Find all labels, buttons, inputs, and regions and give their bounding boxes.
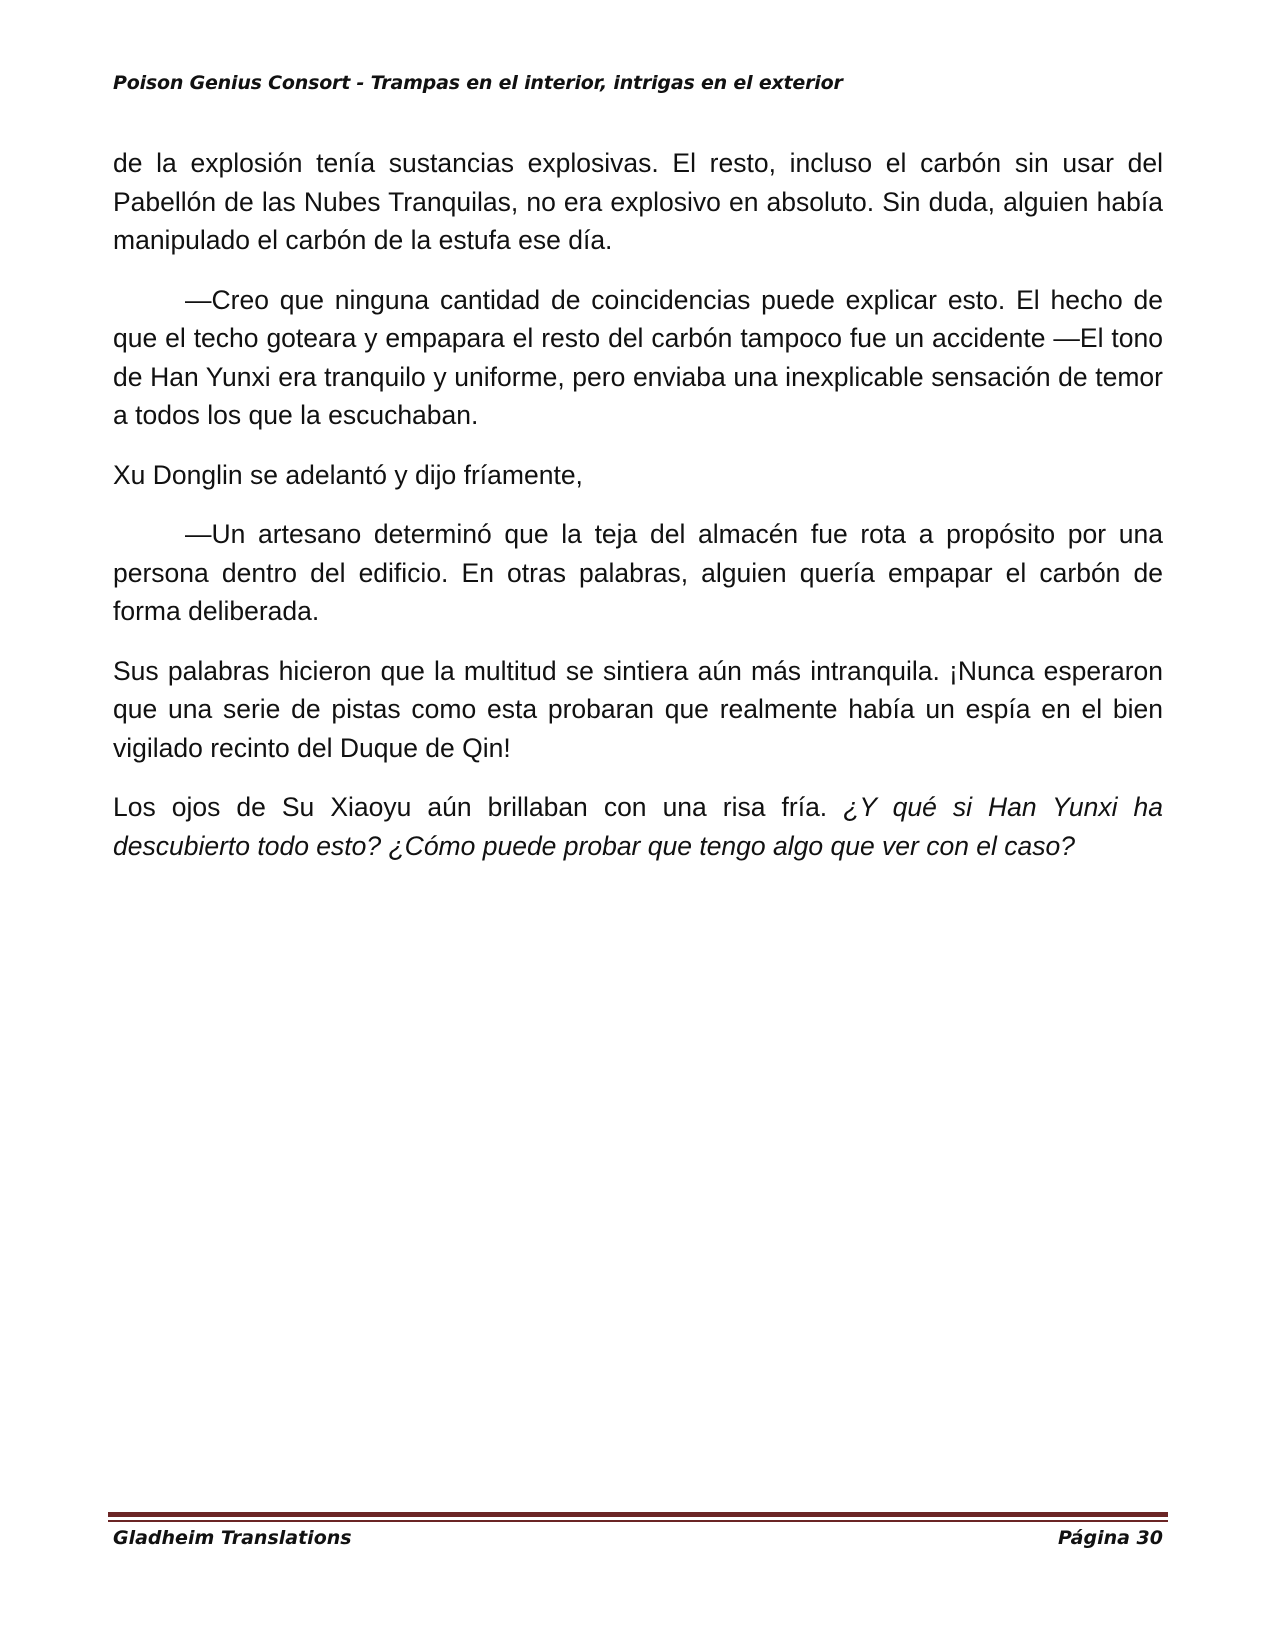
paragraph-4: —Un artesano determinó que la teja del almacén fue rota a propósito por una persona dentro del edificio. En otras palabras, alguien quería empapar el carbón de forma deliberada. <box>113 519 1163 626</box>
page-body <box>113 144 1163 886</box>
paragraph-6-thought: ¿Y qué si Han Yunxi ha descubierto todo esto? ¿Cómo puede probar que tengo algo que ver con el caso? <box>113 792 1163 861</box>
paragraph-1: de la explosión tenía sustancias explosivas. El resto, incluso el carbón sin usar del Pabellón de las Nubes Tranquilas, no era explosivo en absoluto. Sin duda, alguien había manipulado el carbón de la estufa ese día. <box>113 148 1163 255</box>
paragraph-5: Sus palabras hicieron que la multitud se sintiera aún más intranquila. ¡Nunca esperaron que una serie de pistas como esta probaran que realmente había un espía en el bien vigilado recinto del Duque de Qin! <box>113 655 1163 763</box>
footer-publisher: Gladheim Translations <box>113 1527 352 1549</box>
paragraph-3: Xu Donglin se adelantó y dijo fríamente, <box>113 459 583 490</box>
paragraph-6 <box>113 788 1163 865</box>
running-header: Poison Genius Consort - Trampas en el interior, intrigas en el exterior <box>113 72 843 94</box>
paragraph-6-text: Los ojos de Su Xiaoyu aún brillaban con una risa fría. <box>113 792 828 822</box>
paragraph-2: —Creo que ninguna cantidad de coincidencias puede explicar esto. El hecho de que el techo goteara y empapara el resto del carbón tampoco fue un accidente —El tono de Han Yunxi era tranquilo y uniforme, pero enviaba una inexplicable sensación de temor a todos los que la escuchaban. <box>113 284 1163 430</box>
footer-rule-thick <box>108 1512 1168 1517</box>
footer-rule-thin <box>108 1520 1168 1522</box>
footer-page-number: Página 30 <box>1057 1527 1163 1549</box>
